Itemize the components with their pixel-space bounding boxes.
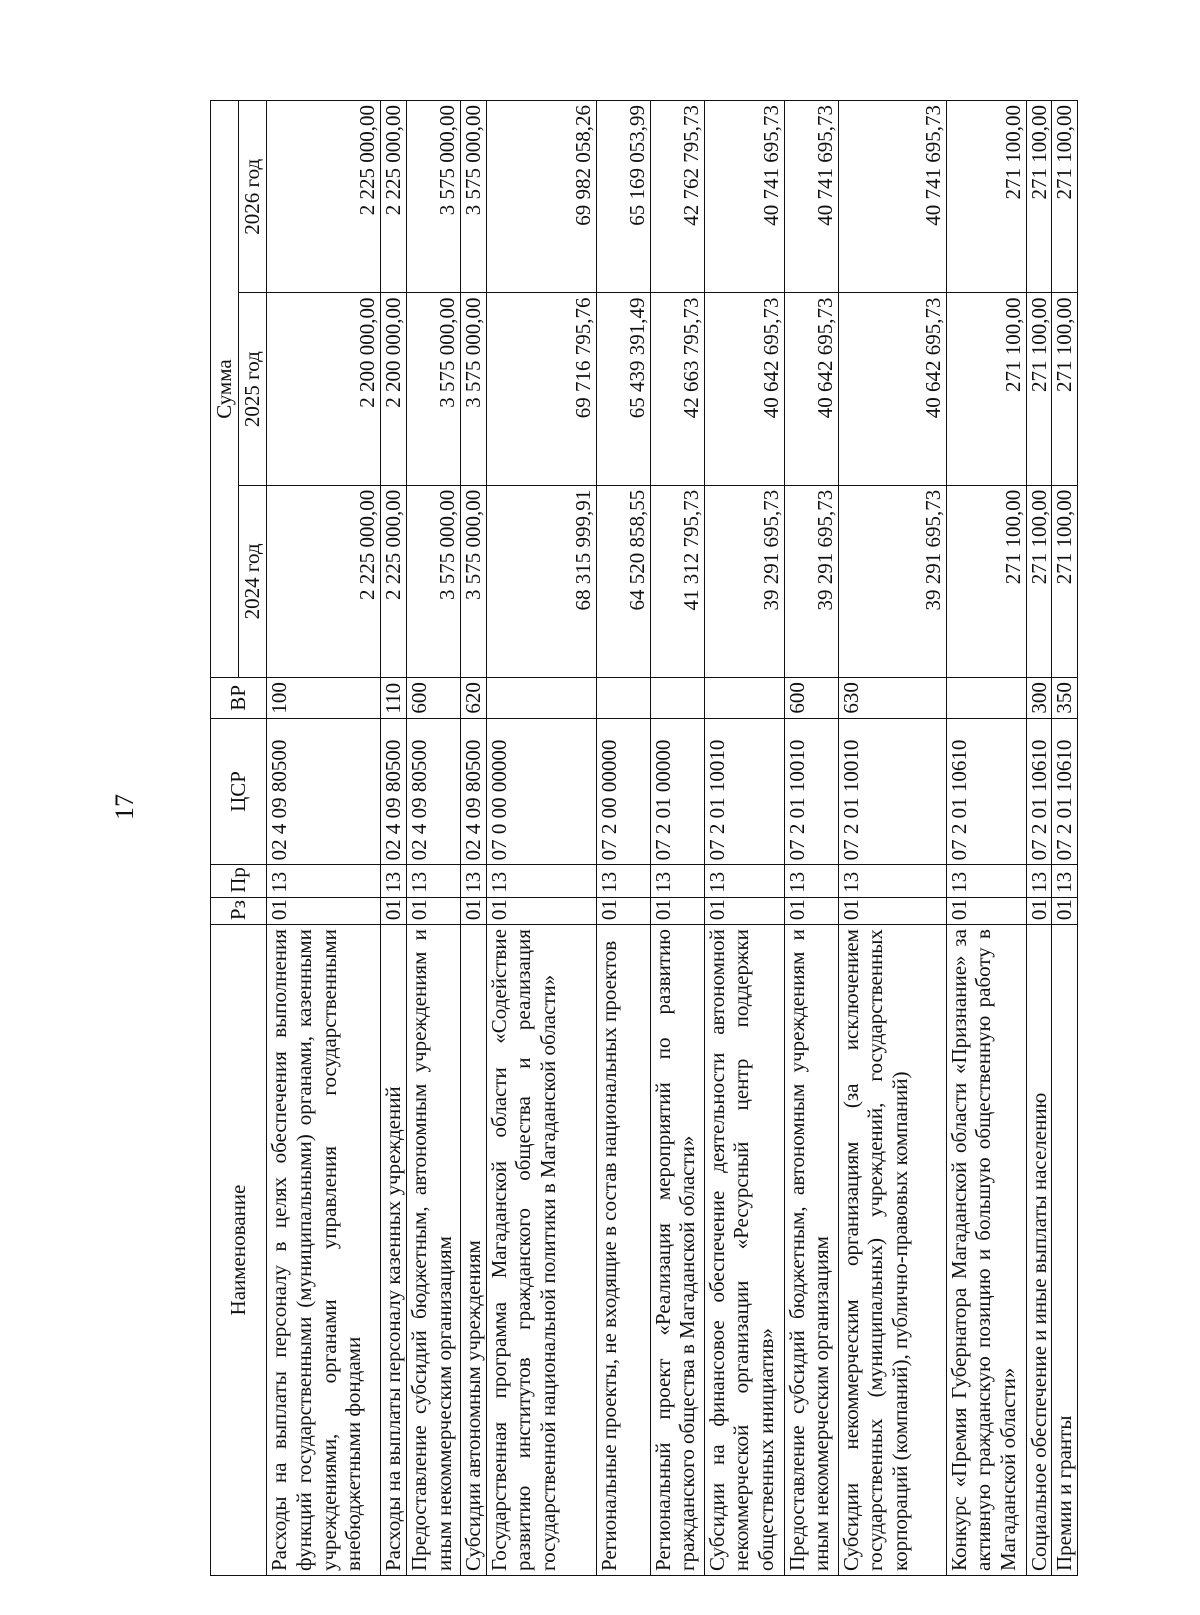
table-row: [1052, 101, 1078, 1576]
row-pr: 13: [650, 865, 704, 897]
table-row: [704, 101, 784, 1576]
table-row: [267, 101, 381, 1576]
row-vr: 110: [381, 678, 407, 718]
row-vr: [704, 678, 784, 718]
row-2024: 39 291 695,73: [704, 485, 784, 677]
row-csr: 07 2 01 10010: [784, 718, 838, 865]
row-csr: 07 2 01 00000: [650, 718, 704, 865]
row-2026: 271 100,00: [946, 101, 1026, 293]
row-2025: 3 575 000,00: [406, 293, 460, 485]
row-2026: 2 225 000,00: [267, 101, 381, 293]
row-vr: [946, 678, 1026, 718]
row-2024: 2 225 000,00: [267, 485, 381, 677]
budget-table: [210, 100, 1078, 1576]
row-2024: 41 312 795,73: [650, 485, 704, 677]
row-rz: 01: [381, 897, 407, 924]
row-2025: 2 200 000,00: [267, 293, 381, 485]
header-name: Наименование: [211, 925, 267, 1576]
row-2024: 271 100,00: [946, 485, 1026, 677]
row-pr: 13: [486, 865, 596, 897]
row-csr: 02 4 09 80500: [381, 718, 407, 865]
table-row: [460, 101, 486, 1576]
row-rz: 01: [1026, 897, 1052, 924]
table-row: [1026, 101, 1052, 1576]
row-2024: 2 225 000,00: [381, 485, 407, 677]
row-vr: 300: [1026, 678, 1052, 718]
header-rz: Рз: [211, 897, 267, 924]
row-2025: 40 642 695,73: [704, 293, 784, 485]
row-2025: 271 100,00: [1026, 293, 1052, 485]
row-2024: 39 291 695,73: [784, 485, 838, 677]
row-pr: 13: [1052, 865, 1078, 897]
row-rz: 01: [650, 897, 704, 924]
page-number: 17: [110, 794, 139, 820]
row-rz: 01: [406, 897, 460, 924]
row-2024: 68 315 999,91: [486, 485, 596, 677]
row-name: Расходы на выплаты персоналу казенных учреждений: [381, 925, 407, 1576]
row-vr: 100: [267, 678, 381, 718]
row-2026: 40 741 695,73: [704, 101, 784, 293]
row-name: Премии и гранты: [1052, 925, 1078, 1576]
row-name: Субсидии на финансовое обеспечение деятельности автономной некоммерческой организации «Ресурсный центр поддержки общественных инициатив»: [704, 925, 784, 1576]
row-name: Субсидии автономным учреждениям: [460, 925, 486, 1576]
row-name: Государственная программа Магаданской области «Содействие развитию институтов гражданского общества и реализация государственной национальной политики в Магаданской области»: [486, 925, 596, 1576]
row-name: Предоставление субсидий бюджетным, автономным учреждениям и иным некоммерческим организациям: [406, 925, 460, 1576]
header-sum: Сумма: [211, 101, 239, 678]
row-vr: [486, 678, 596, 718]
row-pr: 13: [704, 865, 784, 897]
row-name: Региональные проекты, не входящие в состав национальных проектов: [596, 925, 650, 1576]
row-2025: 42 663 795,73: [650, 293, 704, 485]
row-vr: [596, 678, 650, 718]
row-2026: 271 100,00: [1026, 101, 1052, 293]
header-2025: 2025 год: [239, 293, 267, 485]
row-rz: 01: [838, 897, 946, 924]
row-pr: 13: [267, 865, 381, 897]
row-rz: 01: [267, 897, 381, 924]
row-name: Субсидии некоммерческим организациям (за исключением государственных (муниципальных) учреждений, государственных корпораций (компаний), публично-правовых компаний): [838, 925, 946, 1576]
table-row: [838, 101, 946, 1576]
row-pr: 13: [460, 865, 486, 897]
row-2026: 3 575 000,00: [406, 101, 460, 293]
row-2024: 3 575 000,00: [460, 485, 486, 677]
header-2026: 2026 год: [239, 101, 267, 293]
header-csr: ЦСР: [211, 718, 267, 865]
row-name: Расходы на выплаты персоналу в целях обеспечения выполнения функций государственными (муниципальными) органами, казенными учреждениями, органами управления государственными внебюджетными фондами: [267, 925, 381, 1576]
row-csr: 02 4 09 80500: [460, 718, 486, 865]
row-csr: 07 2 01 10010: [704, 718, 784, 865]
row-pr: 13: [381, 865, 407, 897]
row-rz: 01: [784, 897, 838, 924]
row-rz: 01: [596, 897, 650, 924]
row-csr: 02 4 09 80500: [267, 718, 381, 865]
row-2024: 39 291 695,73: [838, 485, 946, 677]
row-vr: 600: [784, 678, 838, 718]
table-row: [596, 101, 650, 1576]
row-rz: 01: [704, 897, 784, 924]
row-vr: [650, 678, 704, 718]
row-pr: 13: [946, 865, 1026, 897]
row-csr: 07 0 00 00000: [486, 718, 596, 865]
row-vr: 350: [1052, 678, 1078, 718]
row-2025: 69 716 795,76: [486, 293, 596, 485]
rotated-table-wrapper: [210, 100, 1077, 1576]
row-2025: 3 575 000,00: [460, 293, 486, 485]
row-csr: 07 2 00 00000: [596, 718, 650, 865]
row-rz: 01: [1052, 897, 1078, 924]
row-2024: 271 100,00: [1026, 485, 1052, 677]
row-csr: 07 2 01 10610: [1026, 718, 1052, 865]
row-vr: 620: [460, 678, 486, 718]
row-pr: 13: [784, 865, 838, 897]
row-csr: 02 4 09 80500: [406, 718, 460, 865]
row-2024: 3 575 000,00: [406, 485, 460, 677]
table-row: [381, 101, 407, 1576]
row-2024: 64 520 858,55: [596, 485, 650, 677]
row-vr: 630: [838, 678, 946, 718]
row-2025: 271 100,00: [1052, 293, 1078, 485]
row-2026: 42 762 795,73: [650, 101, 704, 293]
row-name: Региональный проект «Реализация мероприятий по развитию гражданского общества в Магаданской области»: [650, 925, 704, 1576]
row-pr: 13: [1026, 865, 1052, 897]
row-2026: 271 100,00: [1052, 101, 1078, 293]
row-rz: 01: [946, 897, 1026, 924]
row-name: Предоставление субсидий бюджетным, автономным учреждениям и иным некоммерческим организациям: [784, 925, 838, 1576]
row-name: Социальное обеспечение и иные выплаты населению: [1026, 925, 1052, 1576]
row-rz: 01: [460, 897, 486, 924]
row-pr: 13: [596, 865, 650, 897]
table-row: [650, 101, 704, 1576]
row-csr: 07 2 01 10610: [1052, 718, 1078, 865]
header-vr: ВР: [211, 678, 267, 718]
row-2026: 40 741 695,73: [838, 101, 946, 293]
row-pr: 13: [406, 865, 460, 897]
row-2026: 65 169 053,99: [596, 101, 650, 293]
row-csr: 07 2 01 10610: [946, 718, 1026, 865]
row-2025: 40 642 695,73: [838, 293, 946, 485]
table-row: [486, 101, 596, 1576]
header-2024: 2024 год: [239, 485, 267, 677]
row-2026: 3 575 000,00: [460, 101, 486, 293]
table-row: [406, 101, 460, 1576]
row-rz: 01: [486, 897, 596, 924]
table-row: [946, 101, 1026, 1576]
row-csr: 07 2 01 10010: [838, 718, 946, 865]
table-row: [784, 101, 838, 1576]
row-2024: 271 100,00: [1052, 485, 1078, 677]
row-2025: 40 642 695,73: [784, 293, 838, 485]
row-pr: 13: [838, 865, 946, 897]
table-body: [267, 101, 1078, 1576]
row-vr: 600: [406, 678, 460, 718]
row-2025: 65 439 391,49: [596, 293, 650, 485]
row-name: Конкурс «Премия Губернатора Магаданской области «Признание» за активную гражданскую позицию и большую общественную работу в Магаданской области»: [946, 925, 1026, 1576]
row-2026: 2 225 000,00: [381, 101, 407, 293]
row-2025: 2 200 000,00: [381, 293, 407, 485]
header-pr: Пр: [211, 865, 267, 897]
row-2025: 271 100,00: [946, 293, 1026, 485]
row-2026: 69 982 058,26: [486, 101, 596, 293]
row-2026: 40 741 695,73: [784, 101, 838, 293]
